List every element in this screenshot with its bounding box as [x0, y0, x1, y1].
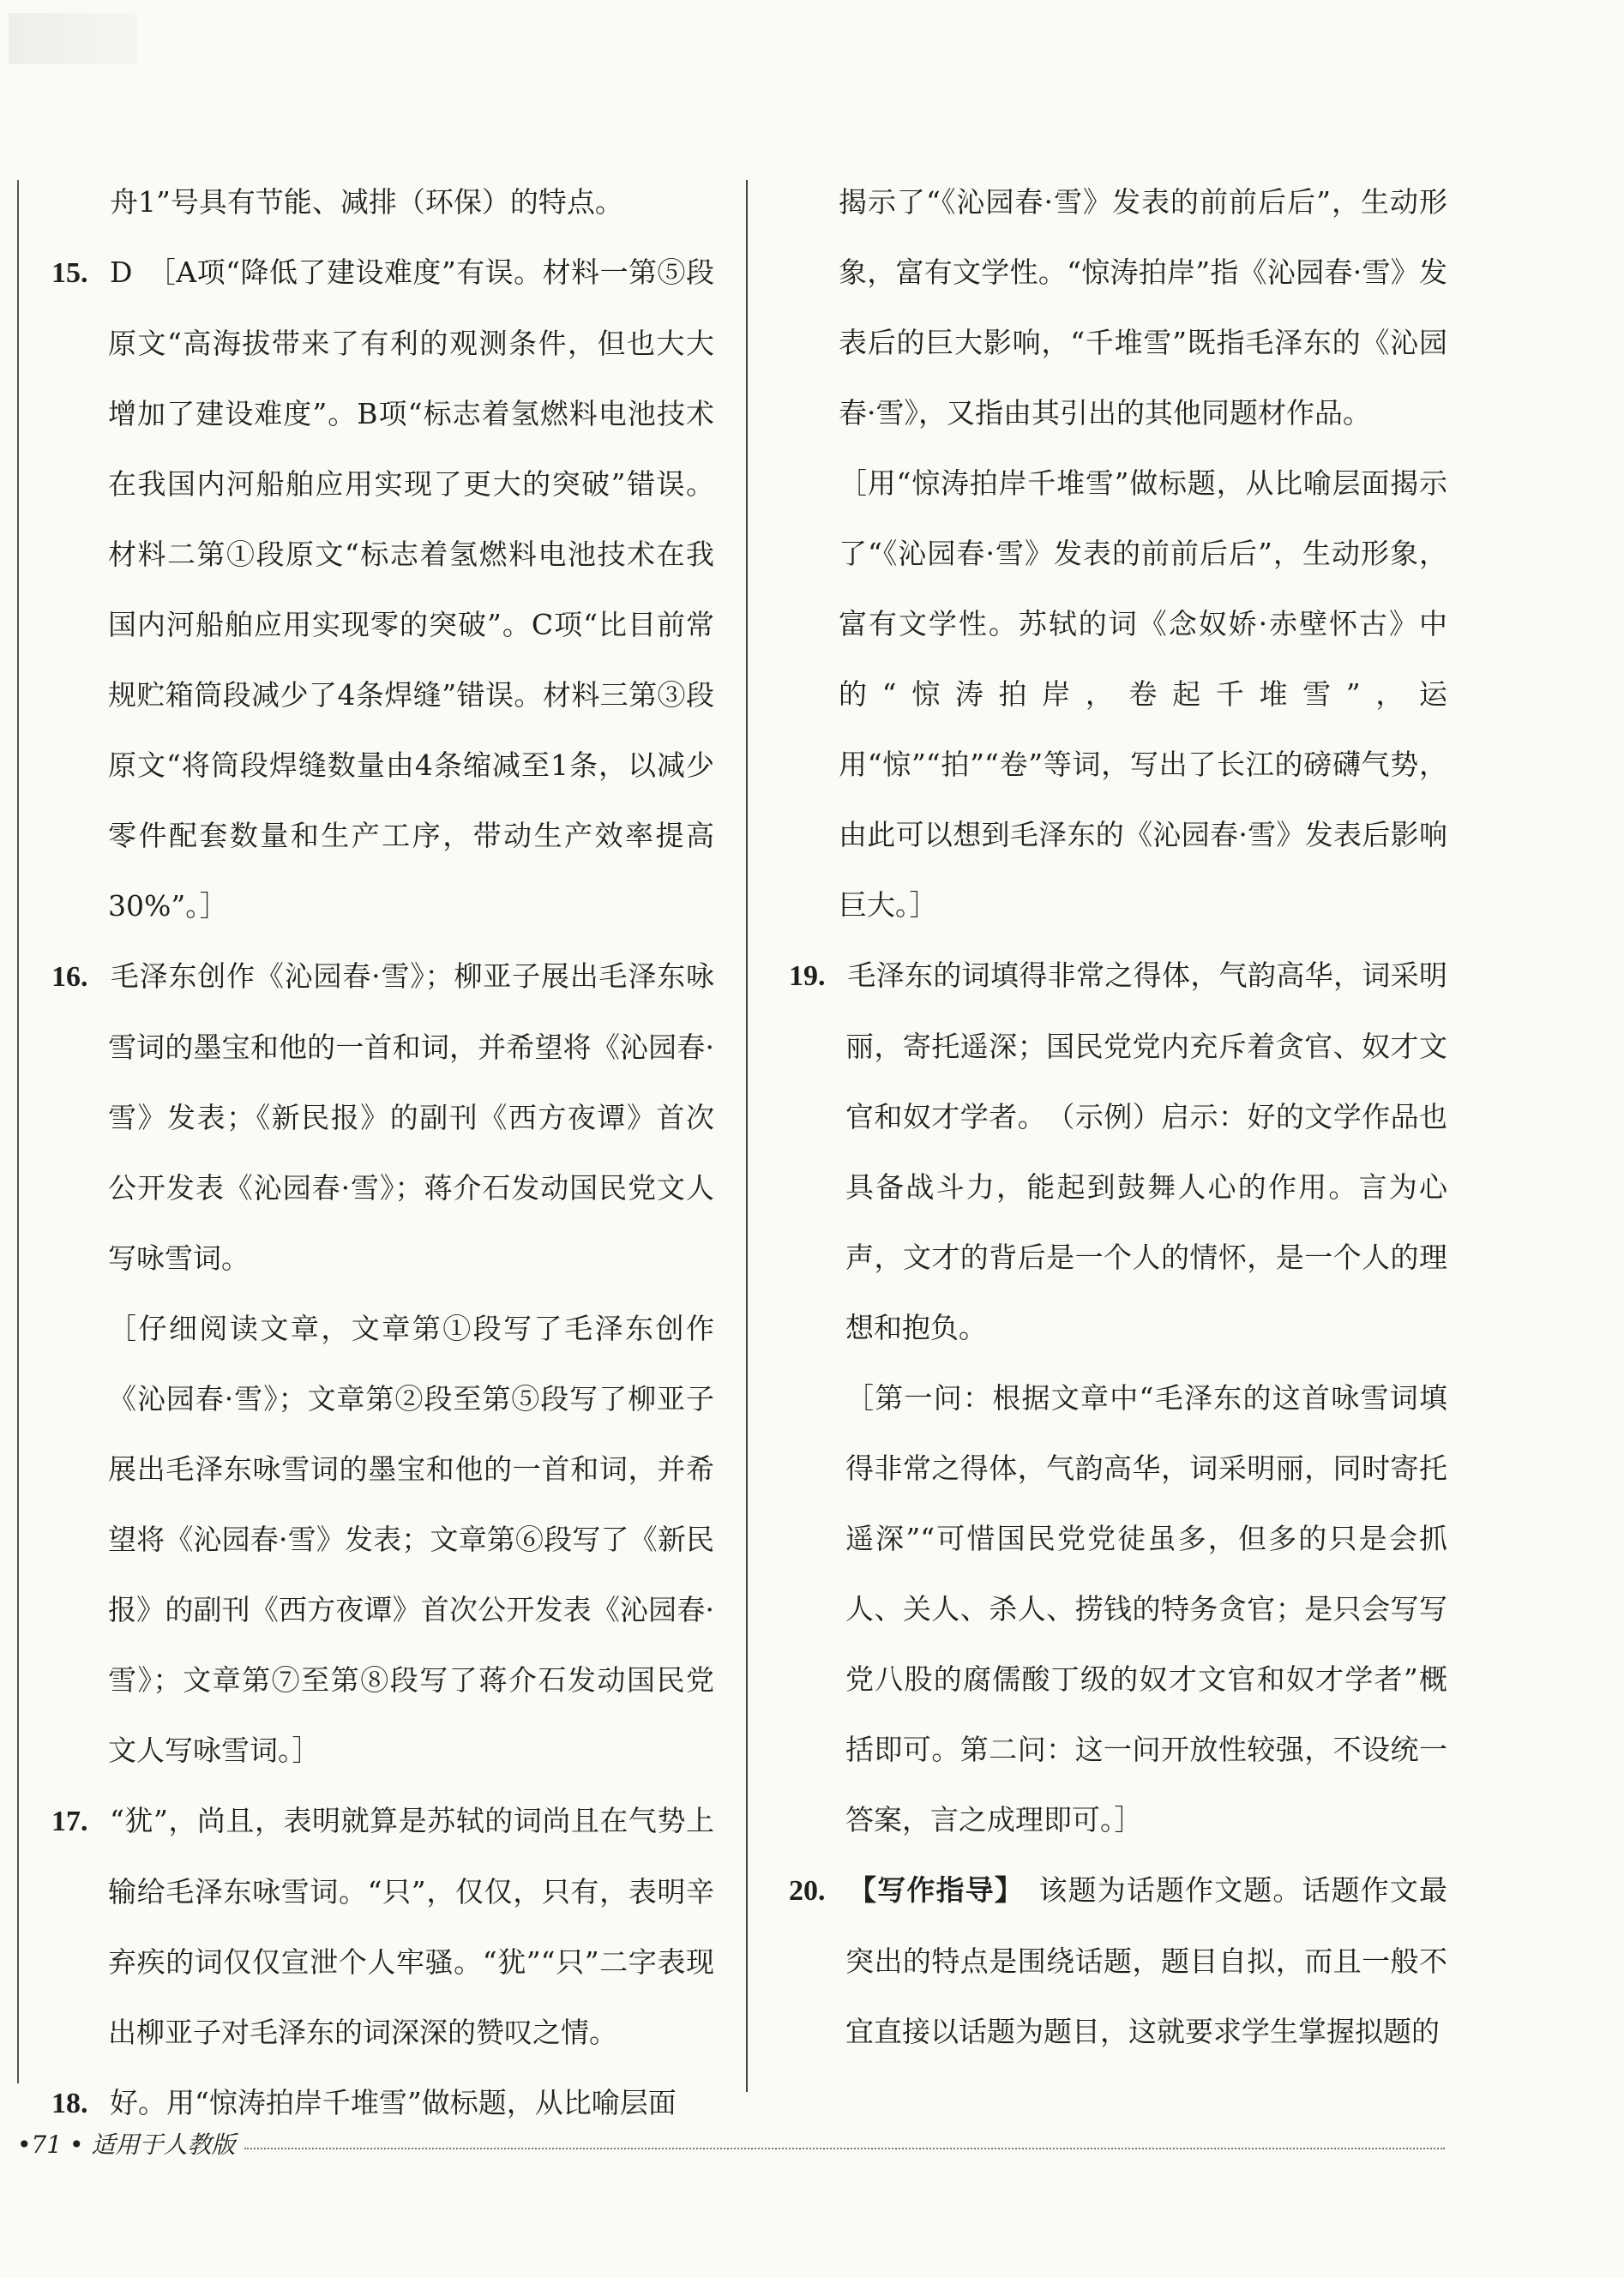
- question-16: [51, 941, 714, 1294]
- q15-number: 15.: [51, 257, 88, 289]
- right-column: [789, 167, 1448, 2067]
- question-19: [789, 941, 1447, 1363]
- left-margin-line: [17, 180, 19, 2083]
- question-20: [789, 1855, 1448, 2067]
- q20-number: 20.: [789, 1875, 826, 1907]
- footer-dotted-line: [244, 2148, 1445, 2149]
- q16-answer: 毛泽东创作《沁园春·雪》；柳亚子展出毛泽东咏雪词的墨宝和他的一首和词，并希望将《沁园春·雪》发表；《新民报》的副刊《西方夜谭》首次公开发表《沁园春·雪》；蒋介石发动国民党文人写咏雪词。: [108, 959, 714, 1275]
- q18-explanation: ［用“惊涛拍岸千堆雪”做标题，从比喻层面揭示了“《沁园春·雪》发表的前前后后”，生动形象，富有文学性。苏轼的词《念奴娇·赤壁怀古》中的“惊涛拍岸，卷起千堆雪”，运用“惊”“拍”“卷”等词，写出了长江的磅礴气势，由此可以想到毛泽东的《沁园春·雪》发表后影响巨大。］: [839, 466, 1447, 922]
- q20-text: 该题为话题作文题。话题作文最突出的特点是围绕话题，题目自拟，而且一般不宜直接以话题为题目，这就要求学生掌握拟题的: [845, 1873, 1448, 2048]
- intro-line: 舟1”号具有节能、减排（环保）的特点。: [110, 185, 623, 219]
- column-divider: [746, 180, 748, 2092]
- q15-text: D ［A项“降低了建设难度”有误。材料一第⑤段原文“高海拔带来了有利的观测条件，但也大大增加了建设难度”。B项“标志着氢燃料电池技术在我国内河船舶应用实现了更大的突破”错误。材料二第①段原文“标志着氢燃料电池技术在我国内河船舶应用实现零的突破”。C项“比目前常规贮箱筒段减少了4条焊缝”错误。材料三第③段原文“将筒段焊缝数量由4条缩减至1条，以减少零件配套数量和生产工序，带动生产效率提高30%”。］: [108, 255, 714, 923]
- q17-number: 17.: [51, 1806, 88, 1837]
- q18-text-start: 好。用“惊涛拍岸千堆雪”做标题，从比喻层面: [110, 2086, 677, 2119]
- q16-number: 16.: [51, 961, 88, 993]
- page-footer: [0, 2126, 1449, 2161]
- q19-explanation: ［第一问：根据文章中“毛泽东的这首咏雪词填得非常之得体，气韵高华，词采明丽，同时寄托遥深”“可惜国民党党徒虽多，但多的只是会抓人、关人、杀人、捞钱的特务贪官；是只会写写党八股的腐儒酸丁级的奴才文官和奴才学者”概括即可。第二问：这一问开放性较强，不设统一答案，言之成理即可。］: [845, 1381, 1447, 1836]
- q19-number: 19.: [789, 960, 826, 992]
- q16-explanation: ［仔细阅读文章，文章第①段写了毛泽东创作《沁园春·雪》；文章第②段至第⑤段写了柳亚子展出毛泽东咏雪词的墨宝和他的一首和词，并希望将《沁园春·雪》发表；文章第⑥段写了《新民报》的副刊《西方夜谭》首次公开发表《沁园春·雪》；文章第⑦至第⑧段写了蒋介石发动国民党文人写咏雪词。］: [108, 1312, 714, 1767]
- footer-text: •71 • 适用于人教版: [17, 2131, 236, 2159]
- corner-logo: [9, 13, 137, 64]
- q18-continuation: 揭示了“《沁园春·雪》发表的前前后后”，生动形象，富有文学性。“惊涛拍岸”指《沁园春·雪》发表后的巨大影响，“千堆雪”既指毛泽东的《沁园春·雪》，又指由其引出的其他同题材作品。: [839, 185, 1447, 430]
- left-column: [51, 167, 714, 2139]
- question-17: [51, 1786, 714, 2068]
- q19-answer: 毛泽东的词填得非常之得体，气韵高华，词采明丽，寄托遥深；国民党党内充斥着贪官、奴才文官和奴才学者。 （示例）启示：好的文学作品也具备战斗力，能起到鼓舞人心的作用。言为心声，文才的背后是一个人的情怀，是一个人的理想和抱负。: [845, 959, 1447, 1344]
- q18-number: 18.: [51, 2088, 88, 2119]
- q17-text: “犹”，尚且，表明就算是苏轼的词尚且在气势上输给毛泽东咏雪词。“只”，仅仅，只有，表明辛弃疾的词仅仅宣泄个人牢骚。“犹”“只”二字表现出柳亚子对毛泽东的词深深的赞叹之情。: [108, 1804, 714, 2049]
- q20-label: 【写作指导】: [847, 1873, 1010, 1907]
- question-15: [51, 237, 714, 941]
